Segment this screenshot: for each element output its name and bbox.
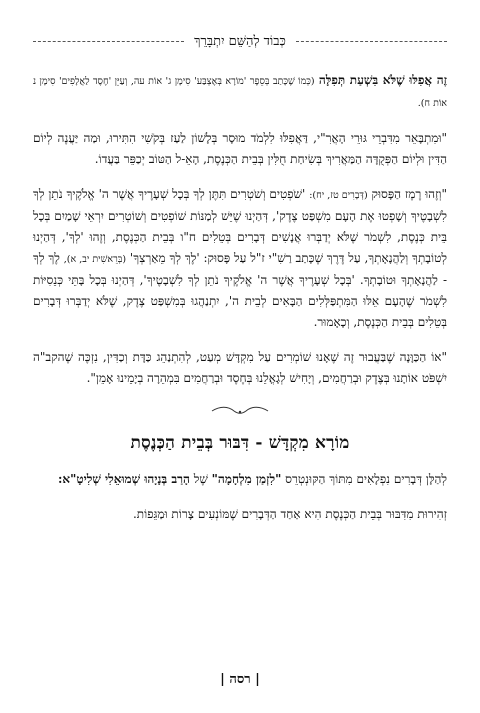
paragraph-2: "וּמִתְבָּאֵר מִדִּבְרֵי גּוּרֵי הָאֲרִ"י, דַּאֲפִלּוּ לִלְמֹד מוּסָר בְּלָשׁוֹן לַעַז בְּקֹשִׁי הִתִּירוּ, וּמַה יַּעֲנֶה לְיוֹם הַדִּין וּלְיוֹם הַפְּקֻדָּה הַמַּאֲרִיךְ בְּשִׂיחַת חֻלִּין בְּבֵית הַכְּנֶסֶת, הָאֵ-ל הַטּוֹב יְכַפֵּר בַּעֲדוֹ.	[33, 131, 447, 166]
section-intro	[33, 469, 447, 490]
divider-swirl-icon	[210, 405, 270, 417]
page	[0, 30, 480, 713]
paragraph-1	[33, 70, 447, 114]
running-header	[33, 30, 447, 52]
section-intro-text-1: לְהַלָּן דְּבָרִים נִפְלָאִים מִתּוֹךְ הַקּוּנְטְרֵס	[285, 472, 447, 486]
paragraph-3	[33, 184, 447, 333]
running-header-title: כְּבוֹד לְהַשֵּׁם יִתְבָּרֵךְ	[194, 34, 286, 49]
paragraph-3-part-1: "וְזֶהוּ רֶמֶז הַפָּסוּק	[371, 187, 448, 201]
section-intro-booklet-title: "לִזְמַן מִלְחָמָה"	[211, 472, 282, 486]
paragraph-3-part-3: לֶךְ לְךָ - לַהֲנָאָתְךָ וּטוֹבָתְךָ. 'בְּכָל שְׁעָרֶיךָ אֲשֶׁר ה' אֱלֹקֶיךָ נֹתֵן לְךָ לִשְׁבָטֶיךָ', דְּהַיְנוּ בְּכָל בָּתֵּי כְּנֵסִיּוֹת לִשְׁמֹר שֶׁהָעָם אֵלּוּ הַמִּתְפַּלְּלִים הַבָּאִים לְבֵית ה', יִתְנַהֲגוּ בְּמִשְׁפַּט צֶדֶק, שֶׁלֹּא יְדַבְּרוּ דְּבָרִים בְּטֵלִים בְּבֵית הַכְּנֶסֶת, וְכָאָמוּר.	[33, 251, 447, 329]
paragraph-4: "אוֹ הַכַּוָּנָה שֶׁבַּעֲבוּר זֶה שֶׁאָנוּ שׁוֹמְרִים עַל מִקְדָּשׁ מְעַט, לְהִתְנַהֵג כַּדָּת וְכַדִּין, נִזְכֶּה שֶׁהקב"ה יִשְׁפֹּט אוֹתָנוּ בְּצֶדֶק וּבְרַחֲמִים, וְיָחִישׁ לְגָאֳלֵנוּ בְּחֶסֶד וּבְרַחֲמִים בִּמְהֵרָה בְיָמֵינוּ אָמֵן".	[33, 350, 447, 385]
header-rule-left	[33, 41, 184, 42]
header-rule-right	[296, 41, 447, 42]
paragraph-1-reference: (כְּמוֹ שֶׁכָּתַב בְּסֵפֶר 'מוֹרָא בְּאֶצְבַּע' סִימָן ג' אוֹת עה, וְעַיֵּן 'חֶסֶד לַאֲלָפִים' סִימָן נ אוֹת ח).	[33, 76, 447, 109]
section-body: זְהִירוּת מִדִּבּוּר בְּבֵית הַכְּנֶסֶת הִיא אַחַד הַדְּבָרִים שֶׁמּוֹנְעִים צָרוֹת וּמַגֵּפוֹת.	[132, 507, 447, 521]
paragraph-3-ref-2: (בְּרֵאשִׁית יב, א),	[63, 254, 127, 265]
section-title: מוֹרָא מִקְדָּשׁ - דִּבּוּר בְּבֵית הַכְּנֶסֶת	[130, 433, 350, 453]
paragraph-3-ref-1: (דְּבָרִים טז, יח):	[309, 190, 368, 201]
section-divider-ornament	[33, 403, 447, 417]
page-number: | רסה |	[220, 672, 260, 687]
paragraph-1-bold: זֶה אֲפִלּוּ שֶׁלֹּא בִּשְׁעַת תְּפִלָּה	[318, 73, 447, 87]
paragraph-3-part-2: 'שֹׁפְטִים וְשֹׁטְרִים תִּתֶּן לְךָ בְּכָל שְׁעָרֶיךָ אֲשֶׁר ה' אֱלֹקֶיךָ נֹתֵן לְךָ לִשְׁבָטֶיךָ וְשָׁפְטוּ אֶת הָעָם מִשְׁפַּט צֶדֶק', דְּהַיְנוּ שֶׁיֵּשׁ לְמַנּוֹת שׁוֹפְטִים וְשׁוֹטְרִים יִרְאֵי שָׁמַיִם בְּכָל בֵּית כְּנֶסֶת, לִשְׁמֹר שֶׁלֹּא יְדַבְּרוּ אֲנָשִׁים דְּבָרִים בְּטֵלִים ח"ו בְּבֵית הַכְּנֶסֶת, וְזֶהוּ 'לְךָ', דְּהַיְנוּ לְטוֹבָתְךָ וְלַהֲנָאָתְךָ, עַל דֶּרֶךְ שֶׁכָּתַב רַשִׁ"י ז"ל עַל פָּסוּק: 'לֶךְ לְךָ מֵאַרְצְךָ'	[33, 187, 447, 265]
section-intro-author: הָרַב בְּנָיָהוּ שְׁמוּאֵלִי שְׁלִיטָ"א:	[57, 472, 190, 486]
section-intro-text-2: שֶׁל	[193, 472, 208, 486]
